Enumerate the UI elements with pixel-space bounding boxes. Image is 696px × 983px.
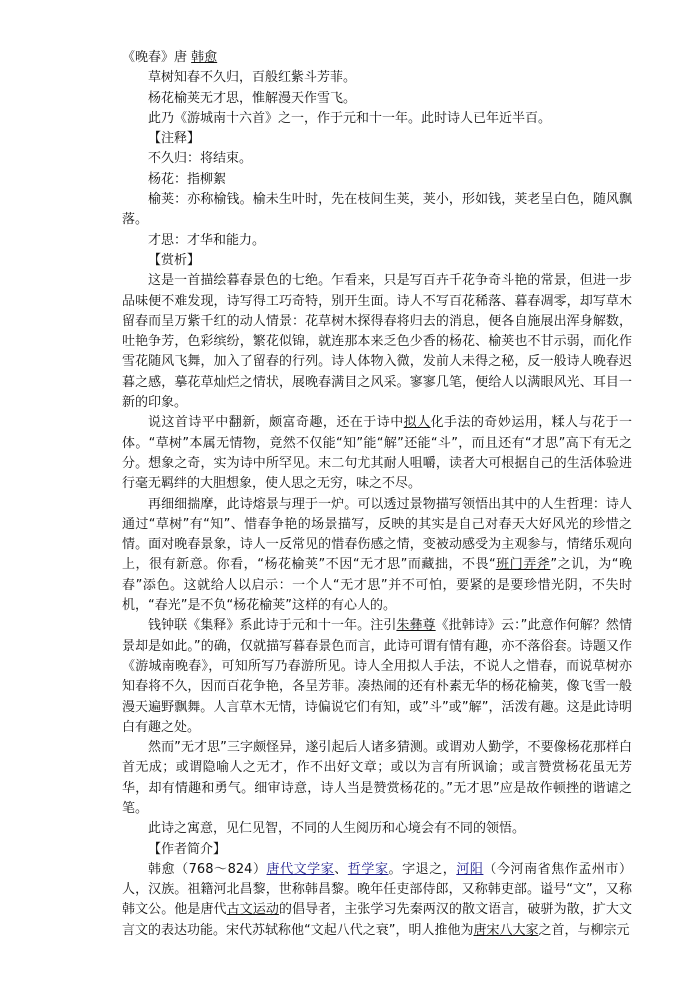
text-span: 的倡导者，主张学习先秦两汉的散文语言，破骈为散，扩大文言文的表达功能。宋代苏轼称他“文起八代之衰”，明人推他为 <box>122 902 632 938</box>
text-span: 钱钟联《集释》系此诗于元和十一年。注引 <box>148 618 397 634</box>
poem-title: 《晚春》唐 <box>122 50 192 65</box>
text-span: （今河南省焦作孟州市）人，汉族。祖籍河北昌黎，世称韩昌黎。晚年任吏部侍郎，又称韩吏部。谥号“文”，又称韩文公。他是唐代 <box>122 861 632 918</box>
note-item: 才思：才华和能力。 <box>148 232 266 248</box>
text-span: 化手法的奇妙运用，糅人与花于一体。“草树”本属无情物，竟然不仅能“知”能“解”还能“斗”，而且还有“才思”高下有无之分。想象之奇，实为诗中所罕见。末二句尤其耐人咀嚼，读者大可根据自己的生活体验进行毫无羁绊的大胆想象，使人思之无穷，味之不尽。 <box>122 415 632 492</box>
text-span: 、 <box>334 861 348 877</box>
appreciation-paragraph <box>122 495 632 617</box>
note-item: 不久归：将结束。 <box>148 151 253 167</box>
text-span: 再细细揣摩，此诗熔景与理于一炉。可以透过景物描写领悟出其中的人生哲理：诗人通过“草树”有“知”、惜春争艳的场景描写，反映的其实是自己对春天大好风光的珍惜之情。面对晚春景象，诗人一反常见的惜春伤感之情，变被动感受为主观参与，情绪乐观向上，很有新意。你看，“杨花榆荚”不因“无才思”而藏拙，不畏“ <box>122 496 632 573</box>
personification-link[interactable]: 拟人 <box>403 415 431 431</box>
poem-line-1: 草树知春不久归，百般红紫斗芳菲。 <box>148 70 357 86</box>
note-item: 榆荚：亦称榆钱。榆未生叶时，先在枝间生荚，荚小，形如钱，荚老呈白色，随风飘落。 <box>122 192 632 228</box>
poem-intro: 此乃《游城南十六首》之一，作于元和十一年。此时诗人已年近半百。 <box>148 110 552 126</box>
author-name-link[interactable]: 韩愈 <box>191 50 218 65</box>
text-span: 之首，与柳宗元 <box>538 922 630 938</box>
eight-masters-link[interactable]: 唐宋八大家 <box>473 922 539 938</box>
appreciation-paragraph: 这是一首描绘暮春景色的七绝。乍看来，只是写百卉千花争奇斗艳的常景，但进一步品味便不难发现，诗写得工巧奇特，别开生面。诗人不写百花稀落、暮春凋零，却写草木留春而呈万紫千红的动人情景：花草树木探得春将归去的消息，便各自施展出浑身解数，吐艳争芳，色彩缤纷，繁花似锦，就连那本来乏色少香的杨花、榆荚也不甘示弱，而化作雪花随风飞舞，加入了留春的行列。诗人体物入微，发前人未得之秘，反一般诗人晚春迟暮之感，摹花草灿烂之情状，展晚春满目之风采。寥寥几笔，便给人以满眼风光、耳目一新的印象。 <box>122 273 632 411</box>
appreciation-paragraph: 此诗之寓意，见仁见智，不同的人生阅历和心境会有不同的领悟。 <box>148 821 526 837</box>
appreciation-paragraph <box>122 413 632 494</box>
movement-link[interactable]: 古文运动 <box>226 902 279 918</box>
appreciation-paragraph <box>122 616 632 738</box>
place-link[interactable]: 河阳 <box>456 861 484 877</box>
text-span: ”之讥，为“晚春”添色。这就给人以启示：一个人“无才思”并不可怕，要紧的是要珍惜光阴，不失时机，“春光”是不负“杨花榆荚”这样的有心人的。 <box>122 557 632 614</box>
appreciation-heading: 【赏析】 <box>148 252 201 268</box>
person-link[interactable]: 朱彝尊 <box>396 618 436 634</box>
text-span: 《批韩诗》云：”此意作何解？然情景却是如此。”的确，仅就描写暮春景色而言，此诗可谓有情有趣，亦不落俗套。诗题又作《游城南晚春》，可知所写乃春游所见。诗人全用拟人手法，不说人之惜春，而说草树亦知春将不久，因而百花争艳，各呈芳菲。凑热闹的还有朴素无华的杨花榆荚，像飞雪一般漫天遍野飘舞。人言草木无情，诗偏说它们有知，或”斗”或”解”，活泼有趣。这是此诗明白有趣之处。 <box>122 618 632 735</box>
text-span: 韩愈（768～824） <box>148 861 267 877</box>
philosopher-link[interactable]: 哲学家 <box>347 861 389 877</box>
notes-heading: 【注释】 <box>148 131 201 147</box>
appreciation-paragraph: 然而”无才思”三字颇怪异，遂引起后人诸多猜测。或谓劝人勤学，不要像杨花那样白首无成；或谓隐喻人之无才，作不出好文章；或以为言有所讽谕；或言赞赏杨花虽无芳华，却有情趣和勇气。细审诗意，诗人当是赞赏杨花的。”无才思”应是故作顿挫的谐谑之笔。 <box>122 740 632 816</box>
author-heading: 【作者简介】 <box>148 841 227 857</box>
text-span: 说这首诗平中翻新，颇富奇趣，还在于诗中 <box>148 415 404 431</box>
note-item: 杨花：指柳絮 <box>148 171 227 187</box>
writer-link[interactable]: 唐代文学家 <box>266 861 335 877</box>
text-span: 。字退之， <box>388 861 457 877</box>
author-bio <box>122 860 632 941</box>
poem-line-2: 杨花榆荚无才思，惟解漫天作雪飞。 <box>148 90 357 106</box>
poem-title-line <box>122 48 632 68</box>
document-page <box>122 48 632 941</box>
idiom-link[interactable]: 班门弄斧 <box>495 557 551 573</box>
